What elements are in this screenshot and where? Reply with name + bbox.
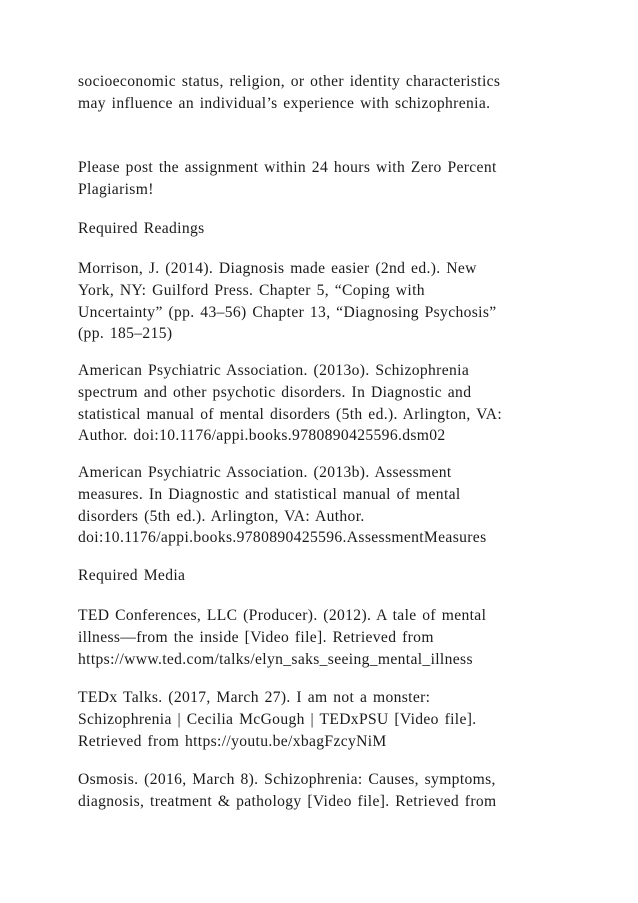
paragraph-instructions (78, 157, 568, 201)
media-osmosis (78, 769, 568, 813)
text-line: Please post the assignment within 24 hours with Zero Percent (78, 159, 497, 176)
text-line: illness—from the inside [Video file]. Retrieved from (78, 628, 434, 646)
text-line: American Psychiatric Association. (2013o). Schizophrenia (78, 362, 470, 379)
text-line: American Psychiatric Association. (2013b). Assessment (78, 464, 452, 481)
text-line: doi:10.1176/appi.books.9780890425596.AssessmentMeasures (78, 529, 487, 547)
text-line: Schizophrenia | Cecilia McGough | TEDxPSU [Video file]. (78, 710, 477, 728)
text-line: diagnosis, treatment & pathology [Video file]. Retrieved from (78, 792, 497, 810)
paragraph-intro (78, 71, 568, 115)
text-line: Plagiarism! (78, 180, 154, 198)
reference-morrison (78, 258, 568, 345)
media-tedx-talks (78, 687, 568, 752)
reference-apa-assessment (78, 462, 568, 549)
text-line: TED Conferences, LLC (Producer). (2012). A tale of mental (78, 607, 487, 624)
text-line: may influence an individual’s experience with schizophrenia. (78, 94, 491, 112)
heading-required-readings (78, 218, 568, 240)
reference-apa-schizophrenia (78, 360, 568, 447)
section-heading: Required Readings (78, 220, 205, 237)
text-line: York, NY: Guilford Press. Chapter 5, “Coping with (78, 281, 425, 299)
text-line: Osmosis. (2016, March 8). Schizophrenia: Causes, symptoms, (78, 771, 496, 788)
text-line: TEDx Talks. (2017, March 27). I am not a monster: (78, 689, 431, 706)
text-line: disorders (5th ed.). Arlington, VA: Author. (78, 507, 365, 525)
text-line: measures. In Diagnostic and statistical manual of mental (78, 485, 461, 503)
heading-required-media (78, 565, 568, 587)
text-line: statistical manual of mental disorders (5th ed.). Arlington, VA: (78, 405, 503, 423)
text-line: Retrieved from https://youtu.be/xbagFzcyNiM (78, 732, 387, 750)
text-line: https://www.ted.com/talks/elyn_saks_seeing_mental_illness (78, 650, 473, 668)
text-line: socioeconomic status, religion, or other identity characteristics (78, 73, 501, 90)
text-line: Author. doi:10.1176/appi.books.9780890425596.dsm02 (78, 427, 446, 445)
text-line: spectrum and other psychotic disorders. In Diagnostic and (78, 383, 472, 401)
text-line: Morrison, J. (2014). Diagnosis made easier (2nd ed.). New (78, 260, 477, 277)
media-ted-conferences (78, 605, 568, 670)
text-line: (pp. 185–215) (78, 325, 173, 343)
text-line: Uncertainty” (pp. 43–56) Chapter 13, “Diagnosing Psychosis” (78, 303, 497, 321)
section-heading: Required Media (78, 567, 186, 584)
